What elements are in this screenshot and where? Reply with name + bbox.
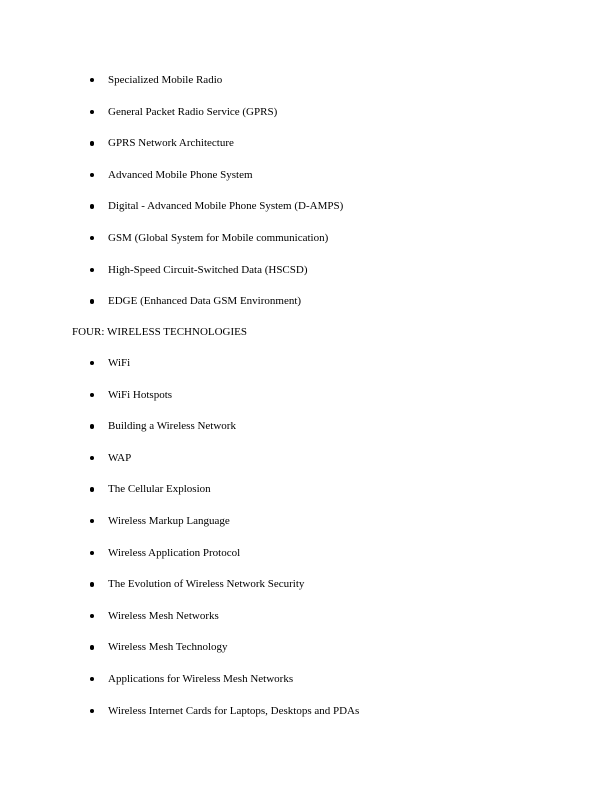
bullet-icon <box>90 519 94 523</box>
list-item-text: Building a Wireless Network <box>108 420 236 433</box>
list-item-text: Wireless Internet Cards for Laptops, Desktops and PDAs <box>108 704 360 717</box>
bullet-icon <box>90 268 94 272</box>
list-item-text: Applications for Wireless Mesh Networks <box>108 672 294 685</box>
list-item <box>0 199 612 231</box>
mobile-technologies-list <box>0 73 612 326</box>
list-item <box>0 231 612 263</box>
bullet-icon <box>90 551 94 555</box>
list-item <box>0 514 612 546</box>
bullet-icon <box>90 677 94 681</box>
list-item-text: Digital - Advanced Mobile Phone System (D-AMPS) <box>108 200 344 213</box>
list-item <box>0 609 612 641</box>
list-item <box>0 546 612 578</box>
bullet-icon <box>90 361 94 365</box>
list-item-text: General Packet Radio Service (GPRS) <box>108 105 278 118</box>
list-item <box>0 704 612 736</box>
list-item <box>0 451 612 483</box>
list-item <box>0 105 612 137</box>
bullet-icon <box>90 487 94 491</box>
bullet-icon <box>90 456 94 460</box>
list-item <box>0 136 612 168</box>
list-item-text: High-Speed Circuit-Switched Data (HSCSD) <box>108 263 308 276</box>
list-item-text: Wireless Application Protocol <box>108 546 241 559</box>
list-item <box>0 294 612 326</box>
list-item <box>0 672 612 704</box>
list-item-text: EDGE (Enhanced Data GSM Environment) <box>108 295 302 308</box>
list-item-text: Advanced Mobile Phone System <box>108 168 253 181</box>
bullet-icon <box>90 299 94 303</box>
bullet-icon <box>90 236 94 240</box>
list-item <box>0 388 612 420</box>
list-item-text: WiFi Hotspots <box>108 388 173 401</box>
bullet-icon <box>90 709 94 713</box>
list-item-text: Wireless Mesh Networks <box>108 609 219 622</box>
list-item-text: Wireless Mesh Technology <box>108 641 228 654</box>
list-item-text: WAP <box>108 451 132 464</box>
bullet-icon <box>90 614 94 618</box>
list-item-text: Wireless Markup Language <box>108 514 230 527</box>
bullet-icon <box>90 173 94 177</box>
list-item-text: Specialized Mobile Radio <box>108 74 223 86</box>
section-heading: FOUR: WIRELESS TECHNOLOGIES <box>72 326 247 338</box>
bullet-icon <box>90 645 94 649</box>
list-item <box>0 482 612 514</box>
list-item-text: GPRS Network Architecture <box>108 137 234 150</box>
bullet-icon <box>90 424 94 428</box>
bullet-icon <box>90 582 94 586</box>
list-item <box>0 168 612 200</box>
bullet-icon <box>90 141 94 145</box>
list-item <box>0 640 612 672</box>
list-item-text: The Cellular Explosion <box>108 483 211 496</box>
list-item <box>0 356 612 388</box>
list-item <box>0 73 612 105</box>
list-item-text: WiFi <box>108 357 131 369</box>
list-item <box>0 577 612 609</box>
bullet-icon <box>90 393 94 397</box>
bullet-icon <box>90 110 94 114</box>
list-item <box>0 263 612 295</box>
bullet-icon <box>90 78 94 82</box>
list-item-text: The Evolution of Wireless Network Security <box>108 578 305 591</box>
wireless-technologies-list <box>0 356 612 735</box>
bullet-icon <box>90 204 94 208</box>
list-item-text: GSM (Global System for Mobile communication) <box>108 231 329 244</box>
list-item <box>0 419 612 451</box>
